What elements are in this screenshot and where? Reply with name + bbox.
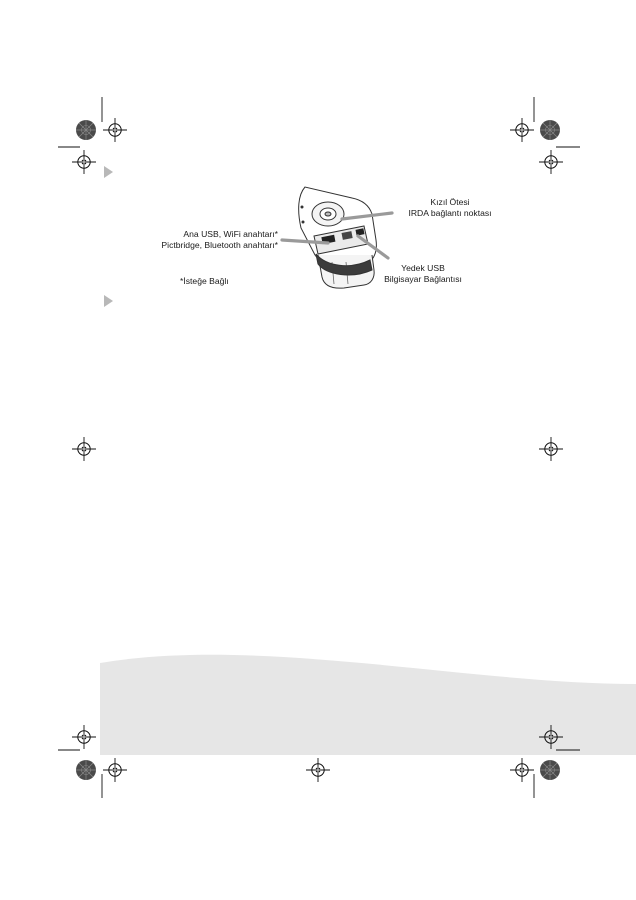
infrared-port-label: Kızıl Ötesi [430, 197, 470, 207]
main-usb-label: Ana USB, WiFi anahtarı* [183, 229, 278, 239]
computer-connection-label: Bilgisayar Bağlantısı [384, 274, 462, 284]
infrared-port-callout [398, 197, 502, 219]
pictbridge-label: Pictbridge, Bluetooth anahtarı* [161, 240, 278, 250]
backup-usb-callout [371, 263, 475, 285]
backup-usb-label: Yedek USB [401, 263, 445, 273]
irda-port-label: IRDA bağlantı noktası [408, 208, 492, 218]
optional-footnote: *İsteğe Bağlı [180, 276, 229, 286]
main-usb-callout [150, 229, 278, 251]
